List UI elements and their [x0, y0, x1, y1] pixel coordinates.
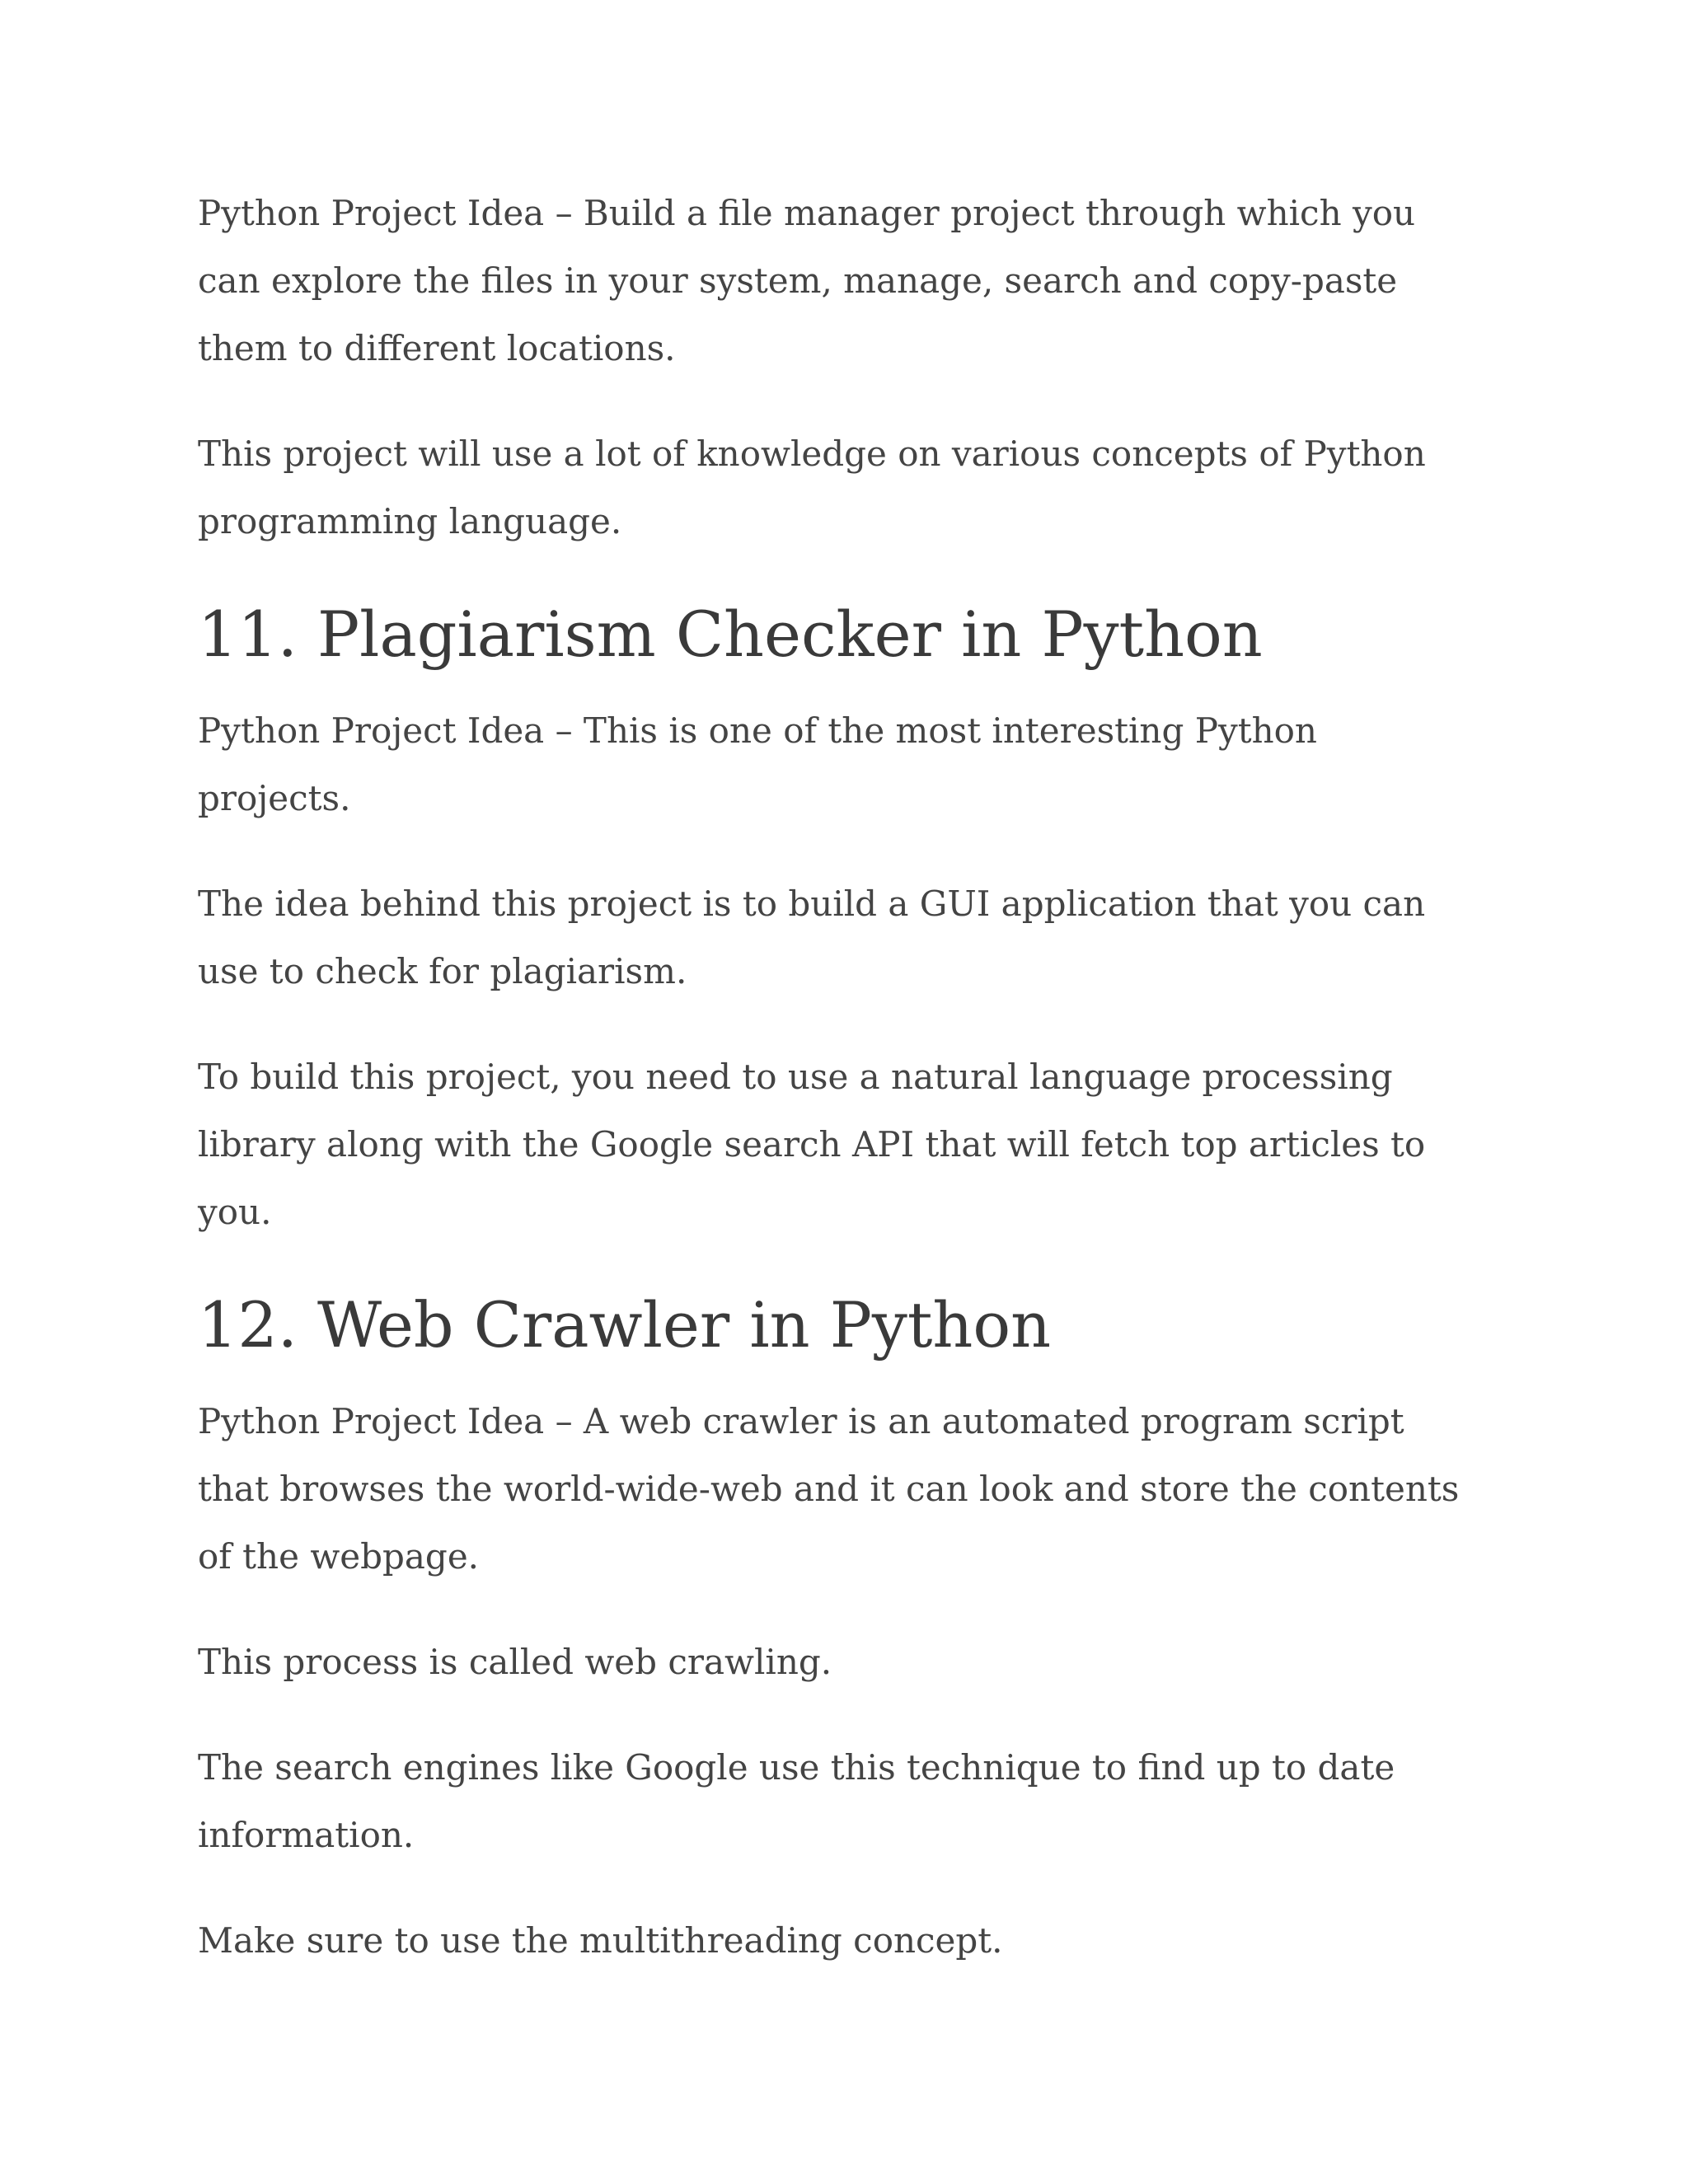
section-11-heading: 11. Plagiarism Checker in Python	[198, 598, 1263, 671]
section-12-heading: 12. Web Crawler in Python	[198, 1288, 1052, 1361]
section-11-paragraph-1: Python Project Idea – This is one of the most interesting Python projects.	[198, 710, 1317, 818]
intro-paragraph-2: This project will use a lot of knowledge on various concepts of Python programming language.	[198, 434, 1426, 541]
intro-paragraph-1: Python Project Idea – Build a file manager project through which you can explore the files in your system, manage, search and copy-paste them to different locations.	[198, 193, 1416, 368]
section-11-paragraph-3: To build this project, you need to use a natural language processing library along with the Google search API that will fetch top articles to you.	[198, 1057, 1426, 1232]
section-12-paragraph-3: The search engines like Google use this technique to find up to date information.	[198, 1747, 1395, 1855]
document-page	[198, 180, 1467, 2013]
section-12-paragraph-2: This process is called web crawling.	[198, 1642, 832, 1682]
section-12-paragraph-1: Python Project Idea – A web crawler is an automated program script that browses the world-wide-web and it can look and store the contents of the webpage.	[198, 1401, 1460, 1577]
section-12-paragraph-4: Make sure to use the multithreading concept.	[198, 1920, 1003, 1961]
section-11-paragraph-2: The idea behind this project is to build a GUI application that you can use to check for plagiarism.	[198, 883, 1426, 991]
